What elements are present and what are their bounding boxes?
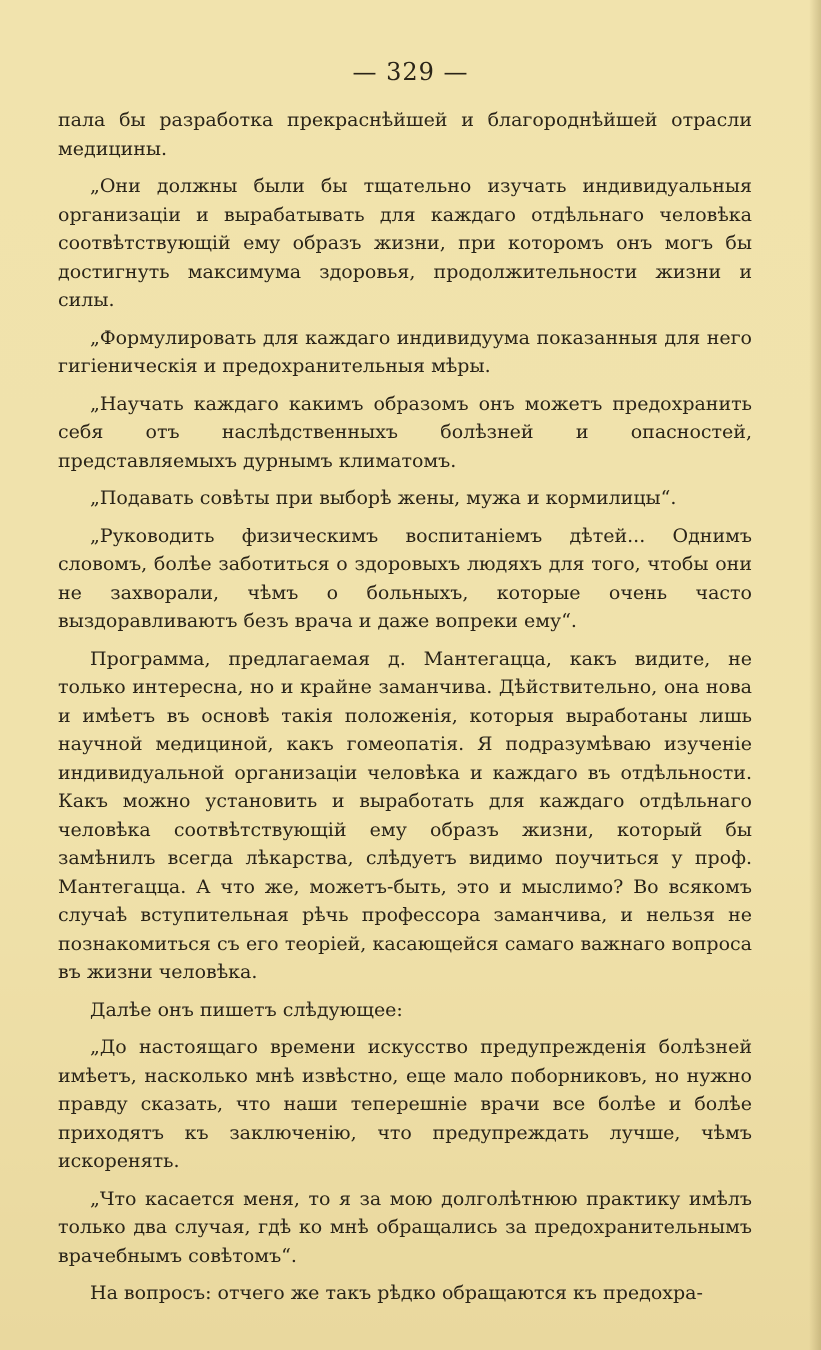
paragraph: пала бы разработка прекраснѣйшей и благороднѣйшей отрасли медицины.: [58, 109, 752, 160]
page-text: [58, 106, 752, 1317]
paragraph: На вопросъ: отчего же такъ рѣдко обращаются къ предохра-: [90, 1282, 703, 1304]
paragraph: „Научать каждаго какимъ образомъ онъ можетъ предохранить себя отъ наслѣдственныхъ болѣзней и опасностей, представляемыхъ дурнымъ климатомъ.: [58, 392, 752, 472]
paragraph: Далѣе онъ пишетъ слѣдующее:: [90, 998, 403, 1021]
paragraph: „Они должны были бы тщательно изучать индивидуальныя организаціи и вырабатывать для каждаго отдѣльнаго человѣка соотвѣтствующій ему образъ жизни, при которомъ онъ могъ бы достигнуть максимума здоровья, продолжительности жизни и силы.: [58, 175, 752, 311]
paragraph: „Руководить физическимъ воспитаніемъ дѣтей... Однимъ словомъ, болѣе заботиться о здоровыхъ людяхъ для того, чтобы они не захворали, чѣмъ о больныхъ, которые очень часто выздоравливаютъ безъ врача и даже вопреки ему“.: [58, 524, 752, 632]
paragraph: Программа, предлагаемая д. Мантегацца, какъ видите, не только интересна, но и крайне заманчива. Дѣйствительно, она нова и имѣетъ въ основѣ такія положенія, которыя выработаны лишь научной медициной, какъ гомеопатія. Я подразумѣваю изученіе индивидуальной организаціи человѣка и каждаго въ отдѣльности. Какъ можно установить и выработать для каждаго отдѣльнаго человѣка соотвѣтствующій ему образъ жизни, который бы замѣнилъ всегда лѣкарства, слѣдуетъ видимо поучиться у проф. Мантегацца. А что же, можетъ-быть, это и мыслимо? Во всякомъ случаѣ вступительная рѣчь профессора заманчива, и нельзя не познакомиться съ его теоріей, касающейся самаго важнаго вопроса въ жизни человѣка.: [58, 647, 752, 983]
paragraph: „До настоящаго времени искусство предупрежденія болѣзней имѣетъ, насколько мнѣ извѣстно, еще мало поборниковъ, но нужно правду сказать, что наши теперешніе врачи все болѣе и болѣе приходятъ къ заключенію, что предупреждать лучше, чѣмъ искоренять.: [58, 1036, 752, 1172]
page-number: — 329 —: [352, 58, 469, 86]
paragraph: „Что касается меня, то я за мою долголѣтнюю практику имѣлъ только два случая, гдѣ ко мнѣ обращались за предохранительнымъ врачебнымъ совѣтомъ“.: [58, 1187, 752, 1267]
page-edge-shadow: [809, 0, 821, 1350]
paragraph: „Подавать совѣты при выборѣ жены, мужа и кормилицы“.: [90, 487, 677, 509]
paragraph: „Формулировать для каждаго индивидуума показанныя для него гигіеническія и предохранительныя мѣры.: [58, 326, 752, 377]
